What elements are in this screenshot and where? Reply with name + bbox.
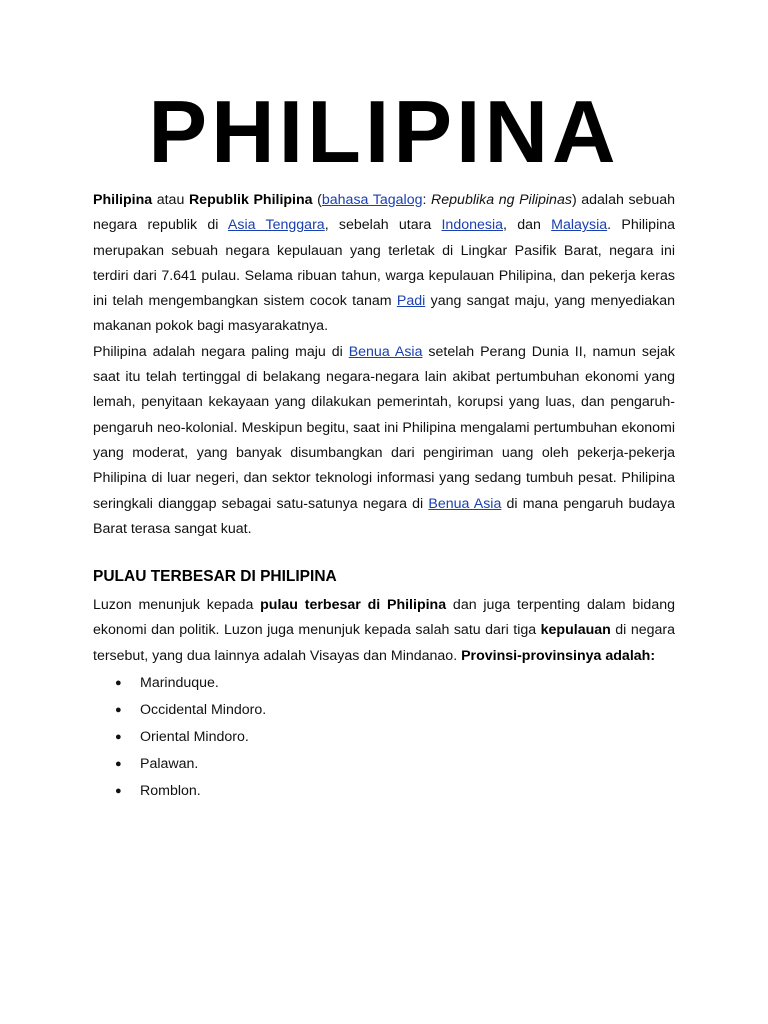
list-item-label: Marinduque. — [140, 675, 219, 692]
bullet-icon: ● — [115, 785, 122, 798]
list-item-label: Occidental Mindoro. — [140, 702, 267, 719]
text-span: ( — [312, 192, 322, 208]
text-span: dan juga terpenting dalam bidang ekonomi dan politik. Luzon juga menunjuk kepada salah satu dari tiga — [93, 597, 675, 639]
bold-term: Republik Philipina — [188, 192, 313, 208]
italic-term: Republika ng Pilipinas — [431, 192, 572, 208]
list-item — [93, 751, 675, 778]
list-item — [93, 778, 675, 805]
text-span: atau — [152, 192, 189, 208]
text-span: : — [422, 192, 432, 208]
province-list — [93, 670, 675, 805]
bold-term: Provinsi-provinsinya adalah: — [461, 647, 656, 664]
bullet-icon: ● — [115, 758, 122, 771]
list-item-label: Palawan. — [140, 756, 199, 773]
bullet-icon: ● — [115, 731, 122, 744]
link-asia-tenggara[interactable]: Asia Tenggara — [227, 217, 325, 234]
list-item — [93, 724, 675, 751]
page-title: PHILIPINA — [148, 82, 620, 181]
luzon-paragraph — [93, 593, 675, 669]
bold-term: kepulauan — [540, 622, 611, 639]
link-indonesia[interactable]: Indonesia — [441, 217, 504, 234]
list-item-label: Romblon. — [140, 783, 201, 800]
text-span: di mana pengaruh budaya Barat terasa sangat kuat. — [93, 495, 675, 537]
text-span: ) adalah sebuah negara republik di — [93, 192, 675, 234]
text-span: yang sangat maju, yang menyediakan makanan pokok bagi masyarakatnya. — [93, 293, 676, 335]
link-benua-asia[interactable]: Benua Asia — [428, 495, 502, 512]
text-span: , dan — [503, 217, 552, 234]
second-paragraph — [93, 340, 675, 542]
text-span: di negara tersebut, yang dua lainnya adalah Visayas dan Mindanao. — [93, 622, 675, 664]
link-padi[interactable]: Padi — [396, 293, 426, 310]
bullet-icon: ● — [115, 704, 122, 717]
article-body — [93, 188, 675, 805]
bold-term: pulau terbesar di Philipina — [260, 597, 447, 614]
bold-term: Philipina — [93, 192, 153, 208]
link-bahasa-tagalog[interactable]: bahasa Tagalog — [321, 192, 423, 208]
link-malaysia[interactable]: Malaysia — [551, 217, 608, 234]
bullet-icon: ● — [115, 677, 122, 690]
section-heading: PULAU TERBESAR DI PHILIPINA — [93, 568, 337, 586]
list-item — [93, 670, 675, 697]
link-benua-asia[interactable]: Benua Asia — [348, 343, 423, 360]
text-span: , sebelah utara — [324, 217, 442, 234]
list-item-label: Oriental Mindoro. — [140, 729, 249, 746]
text-span: . Philipina merupakan sebuah negara kepulauan yang terletak di Lingkar Pasifik Barat, negara ini terdiri dari 7.641 pulau. Selama ribuan tahun, warga kepulauan Philipina, dan pekerja keras ini telah mengembangkan sistem cocok tanam — [93, 217, 675, 310]
text-span: Luzon menunjuk kepada — [93, 597, 261, 614]
intro-paragraph — [93, 188, 675, 340]
text-span: Philipina adalah negara paling maju di — [93, 343, 349, 360]
text-span: setelah Perang Dunia II, namun sejak saat itu telah tertinggal di belakang negara-negara lain akibat pertumbuhan ekonomi yang lemah, penyitaan kekayaan yang dilakukan pemerintah, korupsi yang luas, dan pengaruh-pengaruh neo-kolonial. Meskipun begitu, saat ini Philipina mengalami pertumbuhan ekonomi yang moderat, yang banyak disumbangkan dari pengiriman uang oleh pekerja-pekerja Philipina di luar negeri, dan sektor teknologi informasi yang sedang tumbuh pesat. Philipina seringkali dianggap sebagai satu-satunya negara di — [93, 343, 675, 512]
list-item — [93, 697, 675, 724]
